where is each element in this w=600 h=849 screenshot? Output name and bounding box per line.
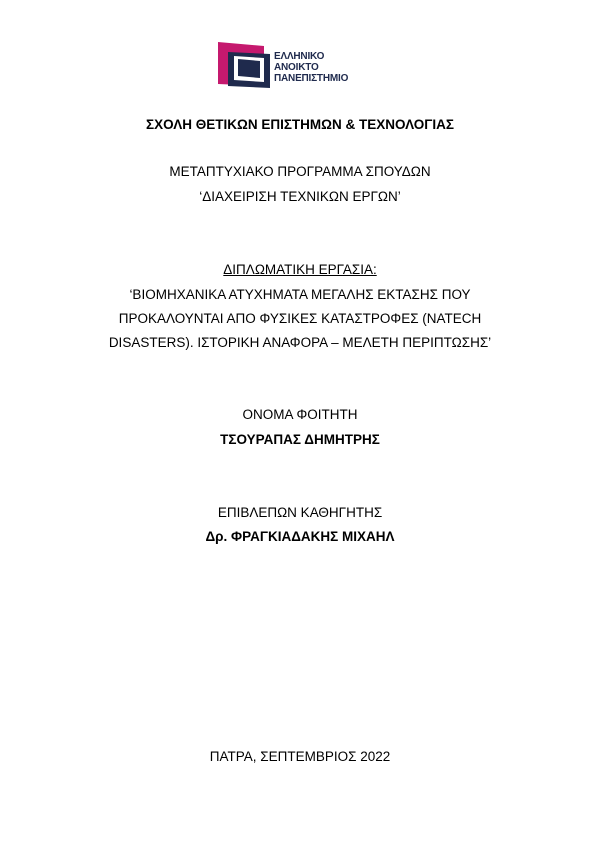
place-date: ΠΑΤΡΑ, ΣΕΠΤΕΜΒΡΙΟΣ 2022	[209, 749, 391, 764]
thesis-heading	[0, 262, 600, 278]
student-label: ΟΝΟΜΑ ΦΟΙΤΗΤΗ	[242, 407, 358, 422]
program-subtitle: ‘ΔΙΑΧΕΙΡΙΣΗ ΤΕΧΝΙΚΩΝ ΕΡΓΩΝ’	[199, 189, 401, 204]
logo-line: ΑΝΟΙΚΤΟ	[274, 62, 319, 73]
school-name: ΣΧΟΛΗ ΘΕΤΙΚΩΝ ΕΠΙΣΤΗΜΩΝ & ΤΕΧΝΟΛΟΓΙΑΣ	[146, 117, 454, 132]
supervisor-name: Δρ. ΦΡΑΓΚΙΑΔΑΚΗΣ ΜΙΧΑΗΛ	[205, 529, 395, 544]
supervisor-label: ΕΠΙΒΛΕΠΩΝ ΚΑΘΗΓΗΤΗΣ	[217, 505, 383, 520]
logo-line: ΕΛΛΗΝΙΚΟ	[274, 51, 325, 62]
student-name: ΤΣΟΥΡΑΠΑΣ ΔΗΜΗΤΡΗΣ	[220, 432, 380, 447]
program-title: ΜΕΤΑΠΤΥΧΙΑΚΟ ΠΡΟΓΡΑΜΜΑ ΣΠΟΥΔΩΝ	[169, 164, 431, 179]
thesis-title-line: DISASTERS). ΙΣΤΟΡΙΚΗ ΑΝΑΦΟΡΑ – ΜΕΛΕΤΗ ΠΕΡΙΠΤΩΣΗΣ’	[108, 335, 492, 350]
university-logo-icon	[218, 42, 272, 88]
thesis-title-line: ΠΡΟΚΑΛΟΥΝΤΑΙ ΑΠΟ ΦΥΣΙΚΕΣ ΚΑΤΑΣΤΡΟΦΕΣ (NATECH	[118, 311, 482, 326]
logo-wordmark	[274, 51, 348, 84]
logo-line: ΠΑΝΕΠΙΣΤΗΜΙΟ	[274, 73, 349, 84]
thesis-heading-text: ΔΙΠΛΩΜΑΤΙΚΗ ΕΡΓΑΣΙΑ:	[223, 262, 377, 277]
university-logo	[218, 42, 368, 88]
thesis-title-line: ‘ΒΙΟΜΗΧΑΝΙΚΑ ΑΤΥΧΗΜΑΤΑ ΜΕΓΑΛΗΣ ΕΚΤΑΣΗΣ ΠΟΥ	[129, 287, 471, 302]
